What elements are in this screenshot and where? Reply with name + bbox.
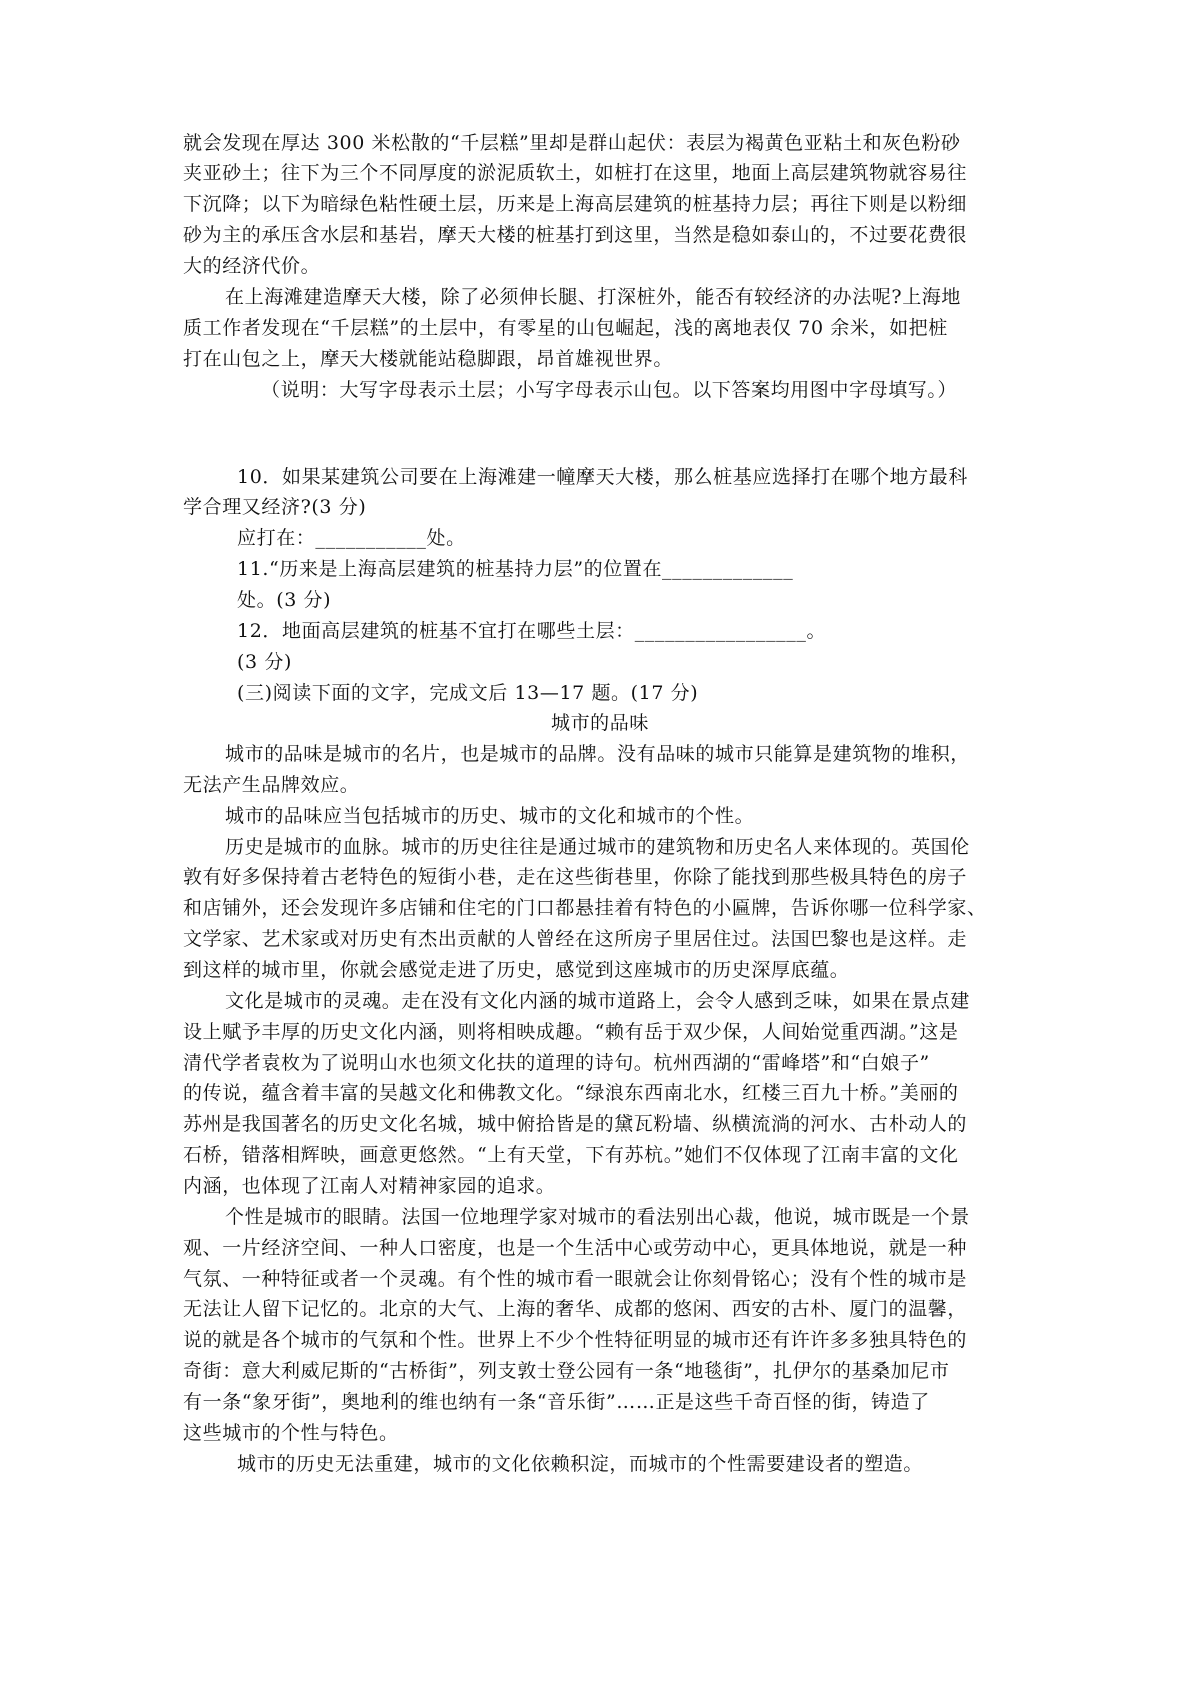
article-line: 的传说，蕴含着丰富的吴越文化和佛教文化。“绿浪东西南北水，红楼三百九十桥。”美丽的 [183, 1082, 959, 1104]
question-11-cont: 处。(3 分) [237, 589, 332, 611]
question-12: 12．地面高层建筑的桩基不宜打在哪些土层：_________________。 [237, 620, 827, 642]
passage-line: 在上海滩建造摩天大楼，除了必须伸长腿、打深桩外，能否有较经济的办法呢?上海地 [225, 286, 961, 308]
article-line: 城市的历史无法重建，城市的文化依赖积淀，而城市的个性需要建设者的塑造。 [237, 1453, 924, 1475]
passage-line: 夹亚砂土；往下为三个不同厚度的淤泥质软土，如桩打在这里，地面上高层建筑物就容易往 [183, 162, 968, 184]
article-line: 说的就是各个城市的气氛和个性。世界上不少个性特征明显的城市还有许许多多独具特色的 [183, 1329, 968, 1351]
article-line: 这些城市的个性与特色。 [183, 1422, 399, 1444]
article-line: 文化是城市的灵魂。走在没有文化内涵的城市道路上，会令人感到乏味，如果在景点建 [225, 990, 970, 1012]
section-heading: (三)阅读下面的文字，完成文后 13—17 题。(17 分) [237, 682, 699, 704]
passage-line: 大的经济代价。 [183, 255, 321, 277]
question-11: 11.“历来是上海高层建筑的桩基持力层”的位置在_____________ [237, 558, 794, 580]
article-title: 城市的品味 [550, 712, 649, 734]
article-line: 观、一片经济空间、一种人口密度，也是一个生活中心或劳动中心，更具体地说，就是一种 [183, 1237, 968, 1259]
article-line: 奇街：意大利威尼斯的“古桥街”，列支敦士登公园有一条“地毯街”，扎伊尔的基桑加尼市 [183, 1360, 950, 1382]
article-line: 设上赋予丰厚的历史文化内涵，则将相映成趣。“赖有岳于双少保，人间始觉重西湖。”这是 [183, 1021, 959, 1043]
question-12-score: (3 分) [237, 651, 292, 673]
article-line: 清代学者袁枚为了说明山水也须文化扶的道理的诗句。杭州西湖的“雷峰塔”和“白娘子” [183, 1052, 930, 1074]
article-line: 无法让人留下记忆的。北京的大气、上海的奢华、成都的悠闲、西安的古朴、厦门的温馨， [183, 1298, 968, 1320]
article-line: 气氛、一种特征或者一个灵魂。有个性的城市看一眼就会让你刻骨铭心；没有个性的城市是 [183, 1268, 968, 1290]
article-line: 无法产生品牌效应。 [183, 774, 360, 796]
article-line: 有一条“象牙街”，奥地利的维也纳有一条“音乐街”……正是这些千奇百怪的街，铸造了 [183, 1391, 930, 1413]
article-line: 和店铺外，还会发现许多店铺和住宅的门口都悬挂着有特色的小匾牌，告诉你哪一位科学家、 [183, 897, 987, 919]
article-line: 苏州是我国著名的历史文化名城，城中俯拾皆是的黛瓦粉墙、纵横流淌的河水、古朴动人的 [183, 1113, 968, 1135]
question-10: 10．如果某建筑公司要在上海滩建一幢摩天大楼，那么桩基应选择打在哪个地方最科 [237, 466, 968, 488]
article-line: 内涵，也体现了江南人对精神家园的追求。 [183, 1175, 556, 1197]
article-line: 到这样的城市里，你就会感觉走进了历史，感觉到这座城市的历史深厚底蕴。 [183, 959, 850, 981]
article-line: 个性是城市的眼睛。法国一位地理学家对城市的看法别出心裁，他说，城市既是一个景 [225, 1206, 970, 1228]
note-line: （说明：大写字母表示土层；小写字母表示山包。以下答案均用图中字母填写。） [261, 379, 958, 401]
article-line: 城市的品味应当包括城市的历史、城市的文化和城市的个性。 [225, 805, 755, 827]
passage-line: 下沉降；以下为暗绿色粘性硬土层，历来是上海高层建筑的桩基持力层；再往下则是以粉细 [183, 193, 968, 215]
article-line: 敦有好多保持着古老特色的短街小巷，走在这些街巷里，你除了能找到那些极具特色的房子 [183, 866, 968, 888]
article-line: 历史是城市的血脉。城市的历史往往是通过城市的建筑物和历史名人来体现的。英国伦 [225, 836, 970, 858]
passage-line: 砂为主的承压含水层和基岩，摩天大楼的桩基打到这里，当然是稳如泰山的，不过要花费很 [183, 224, 968, 246]
article-line: 文学家、艺术家或对历史有杰出贡献的人曾经在这所房子里居住过。法国巴黎也是这样。走 [183, 928, 968, 950]
passage-line: 就会发现在厚达 300 米松散的“千层糕”里却是群山起伏：表层为褐黄色亚粘土和灰色粉砂 [183, 132, 961, 154]
question-10-cont: 学合理又经济?(3 分) [183, 496, 367, 518]
answer-blank-10: 应打在：___________处。 [237, 527, 466, 549]
article-line: 城市的品味是城市的名片，也是城市的品牌。没有品味的城市只能算是建筑物的堆积， [225, 743, 970, 765]
passage-line: 打在山包之上，摩天大楼就能站稳脚跟，昂首雄视世界。 [183, 348, 674, 370]
article-line: 石桥，错落相辉映，画意更悠然。“上有天堂，下有苏杭。”她们不仅体现了江南丰富的文化 [183, 1144, 959, 1166]
passage-line: 质工作者发现在“千层糕”的土层中，有零星的山包崛起，浅的离地表仅 70 余米，如把桩 [183, 317, 948, 339]
